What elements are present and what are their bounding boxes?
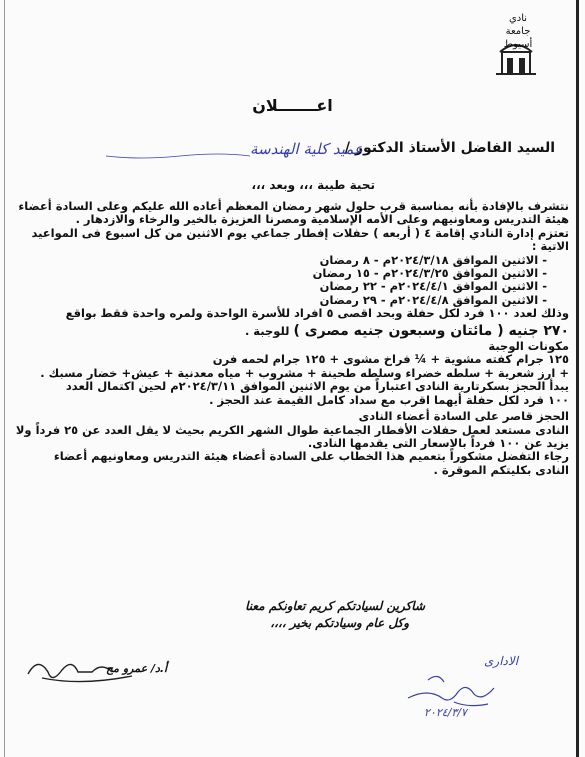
- announcement-title: اعـــــــلان: [252, 96, 333, 115]
- date-item-text: الاثنين الموافق ٢٠٢٤/٣/٢٥م - ١٥ رمضان: [312, 266, 539, 281]
- price-line: [9, 322, 569, 339]
- signature-right-label: الادارى: [484, 654, 519, 668]
- logo-line-3: أسيوط: [503, 39, 533, 50]
- logo-line-2: جامعة: [505, 26, 531, 37]
- signature-left-text: أ.د/ عمرو مح: [106, 662, 168, 675]
- price-suffix: للوجبة .: [244, 323, 294, 338]
- signature-right-date: ٢٠٢٤/٣/٧: [424, 706, 467, 719]
- booking-line-2: ١٠٠ فرد لكل حفلة أيهما اقرب مع سداد كامل القيمة عند الحجز .: [209, 392, 569, 407]
- date-item: - الاثنين الموافق ٢٠٢٤/٣/٢٥م - ١٥ رمضان: [312, 266, 547, 281]
- announcement-body: [9, 200, 569, 477]
- group-line-1: النادى مستعد لعمل حفلات الأفطار الجماعية طوال الشهر الكريم بحيث لا يقل العدد عن ٢٥ فرداً ولا: [15, 422, 569, 437]
- meal-line-2: + ارز شعرية + سلطه خضراء وسلطه طحينة + مشروب + مياه معدنية + عيش+ خضار مسبك .: [40, 365, 569, 380]
- date-item-text: الاثنين الموافق ٢٠٢٤/٤/٨م - ٢٩ رمضان: [319, 292, 539, 307]
- request-line-1: رجاء التفضل مشكوراً بتعميم هذا الخطاب على السادة أعضاء هيئة التدريس ومعاونيهم أعضاء: [53, 449, 569, 464]
- handwritten-addressee: [100, 134, 363, 162]
- logo-line-1: نادي: [508, 13, 528, 24]
- restriction-line: الحجز قاصر على السادة أعضاء النادى: [358, 409, 569, 424]
- date-item: - الاثنين الموافق ٢٠٢٤/٤/٨م - ٢٩ رمضان: [319, 292, 547, 307]
- date-item: - الاثنين الموافق ٢٠٢٤/٤/١م - ٢٢ رمضان: [319, 279, 547, 294]
- closing-line-2: وكل عام وسيادتكم بخير ،،،،: [270, 616, 409, 630]
- price-amount: ٢٧٠ جنيه ( مائتان وسبعون جنيه مصرى ): [293, 322, 569, 339]
- booking-line-1: يبدأ الحجز بسكرتارية النادى اعتباراً من يوم الاثنين الموافق ٢٠٢٤/٣/١١م لحين اكتمال العدد: [65, 379, 569, 394]
- addressee-line: السيد الفاضل الأستاذ الدكتور /: [344, 140, 555, 156]
- meal-line-1: ١٢٥ جرام كفته مشوية + ¼ فراخ مشوى + ١٢٥ جرام لحمه فرن: [212, 352, 569, 367]
- date-item: - الاثنين الموافق ٢٠٢٤/٣/١٨م - ٨ رمضان: [319, 252, 547, 267]
- meal-heading: مكونات الوجبة: [488, 339, 569, 354]
- request-line-2: النادى بكليتكم الموقرة .: [433, 462, 569, 477]
- intent-line-1: تعتزم إدارة النادي إقامة ٤ ( أربعه ) حفلات إفطار جماعي يوم الاثنين من كل اسبوع فى المواعيد: [31, 225, 569, 240]
- closing-block: [245, 598, 425, 632]
- intent-line-2: الاتية :: [531, 239, 569, 254]
- capacity-line: وذلك لعدد ١٠٠ فرد لكل حفلة وبحد اقصى ٥ افراد للأسرة الواحدة ولمره واحدة فقط بواقع: [65, 306, 569, 321]
- group-line-2: يزيد عن ١٠٠ فرداً بالاسعار التى يقدمها النادى.: [307, 435, 569, 450]
- closing-line-1: شاكرين لسيادتكم كريم تعاونكم معنا: [245, 599, 425, 613]
- greeting: تحية طيبة ،،، وبعد ،،،: [251, 178, 375, 192]
- logo-text: [478, 12, 558, 51]
- handwritten-addressee-text: عميد كلية الهندسة: [250, 140, 363, 158]
- date-item-text: الاثنين الموافق ٢٠٢٤/٤/١م - ٢٢ رمضان: [319, 279, 539, 294]
- intro-line-2: هيئة التدريس ومعاونيهم وعلى الأمه الإسلامية ومصرنا العزيزة بالخير والرخاء والازدهار .: [75, 212, 569, 227]
- date-item-text: الاثنين الموافق ٢٠٢٤/٣/١٨م - ٨ رمضان: [319, 252, 539, 267]
- intro-line-1: نتشرف بالإفادة بأنه بمناسبة قرب حلول شهر رمضان المعظم أعاده الله عليكم وعلى السادة أعضاء: [18, 199, 569, 213]
